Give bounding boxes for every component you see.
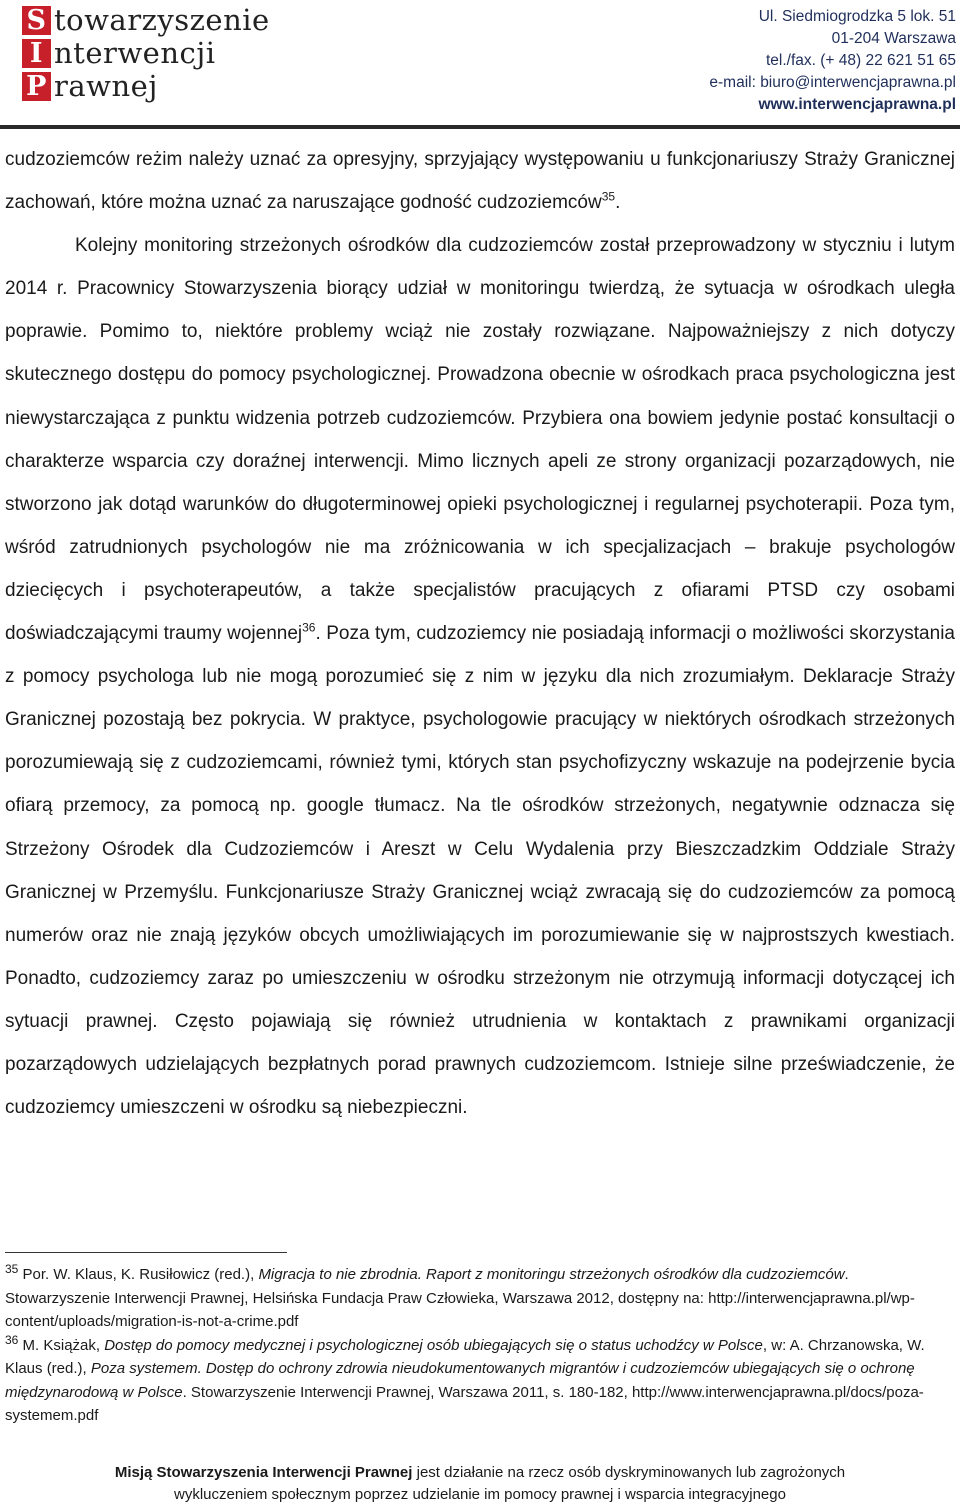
logo-initial: S [22, 6, 51, 35]
footer-line-1 [0, 1462, 960, 1484]
logo-line-2 [22, 37, 270, 70]
contact-postal: 01-204 Warszawa [831, 30, 956, 47]
logo-initial: P [22, 72, 51, 101]
footnote-35 [5, 1263, 955, 1334]
footnote-number: 36 [5, 1332, 19, 1347]
logo-line-1 [22, 4, 270, 37]
page-footer [0, 1462, 960, 1506]
footnote-text: . Stowarzyszenie Interwencji Prawnej, Helsińska Fundacja Praw Człowieka, Warszawa 2012, dostępny na: http://interwencjaprawna.pl/wp-content/uploads/migration-is-not-a-crime.pdf [5, 1266, 915, 1330]
paragraph-text: cudzoziemców reżim należy uznać za opresyjny, sprzyjający występowaniu u funkcjonariuszy Straży Granicznej zachowań, które można uznać za naruszające godność cudzoziemców [5, 149, 955, 214]
logo-word: towarzyszenie [54, 3, 270, 37]
footnote-36 [5, 1334, 955, 1428]
header-divider [0, 125, 960, 129]
footnote-text: M. Książak, [18, 1336, 105, 1354]
footnote-divider [5, 1252, 287, 1253]
footnote-text: , w: A. Chrzanowska, W. Klaus (red.), [5, 1336, 925, 1377]
contact-block [709, 6, 956, 116]
footnote-ref-36: 36 [302, 620, 316, 635]
footer-line-2: wykluczeniem społecznym poprzez udzielanie im pomocy prawnej i wsparcia integracyjnego [174, 1486, 786, 1503]
footnote-text: Por. W. Klaus, K. Rusiłowicz (red.), [18, 1266, 259, 1283]
footnote-text: . Stowarzyszenie Interwencji Prawnej, Warszawa 2011, s. 180-182, http://www.interwencjaprawna.pl/docs/poza-systemem.pdf [5, 1383, 924, 1424]
contact-email: e-mail: biuro@interwencjaprawna.pl [709, 74, 956, 91]
logo-line-3 [22, 70, 270, 103]
letterhead [0, 0, 960, 118]
body-text [5, 138, 955, 1129]
contact-address: Ul. Siedmiogrodzka 5 lok. 51 [758, 8, 956, 25]
logo-word: rawnej [54, 69, 158, 103]
footnotes [5, 1263, 955, 1428]
paragraph-1 [5, 138, 955, 224]
paragraph-text: Kolejny monitoring strzeżonych ośrodków dla cudzoziemców został przeprowadzony w styczniu i lutym 2014 r. Pracownicy Stowarzyszenia biorący udział w monitoringu twierdzą, że sytuacja w ośrodkach uległa poprawie. Pomimo to, niektóre problemy wciąż nie zostały rozwiązane. Najpoważniejszy z nich dotyczy skutecznego dostępu do pomocy psychologicznej. Prowadzona obecnie w ośrodkach praca psychologiczna jest niewystarczająca z punktu widzenia potrzeb cudzoziemców. Przybiera ona bowiem jedynie postać konsultacji o charakterze wsparcia czy doraźnej interwencji. Mimo licznych apeli ze strony organizacji pozarządowych, nie stworzono jak dotąd warunków do długoterminowej opieki psychologicznej i regularnej psychoterapii. Poza tym, wśród zatrudnionych psychologów nie ma zróżnicowania w ich specjalizacjach – brakuje psychologów dziecięcych i psychoterapeutów, a także specjalistów pracujących z ofiarami PTSD czy osobami doświadczającymi traumy wojennej [5, 235, 955, 645]
organization-logo [22, 4, 270, 103]
logo-initial: I [22, 39, 51, 68]
logo-word: nterwencji [54, 36, 216, 70]
contact-phone: tel./fax. (+ 48) 22 621 51 65 [765, 52, 956, 69]
footnote-number: 35 [5, 1262, 19, 1276]
paragraph-text: . Poza tym, cudzoziemcy nie posiadają informacji o możliwości skorzystania z pomocy psychologa lub nie mogą porozumieć się z nim w języku dla nich zrozumiałym. Deklaracje Straży Granicznej pozostają bez pokrycia. W praktyce, psychologowie pracujący w niektórych ośrodkach strzeżonych porozumiewają się z cudzoziemcami, również tymi, których stan psychofizyczny wskazuje na podejrzenie bycia ofiarą przemocy, za pomocą np. google tłumacz. Na tle ośrodków strzeżonych, negatywnie odznacza się Strzeżony Ośrodek dla Cudzoziemców i Areszt w Celu Wydalenia przy Bieszczadzkim Oddziale Straży Granicznej w Przemyślu. Funkcjonariusze Straży Granicznej wciąż zwracają się do cudzoziemców za pomocą numerów oraz nie znają języków obcych umożliwiających im porozumiewanie się w najprostszych kwestiach. Ponadto, cudzoziemcy zaraz po umieszczeniu w ośrodku strzeżonym nie otrzymują informacji dotyczącej ich sytuacji prawnej. Często pojawiają się również utrudnienia w kontaktach z prawnikami organizacji pozarządowych udzielających bezpłatnych porad prawnych cudzoziemcom. Istnieje silne przeświadczenie, że cudzoziemcy umieszczeni w ośrodku są niebezpieczni. [5, 623, 955, 1119]
footnote-title: Poza systemem. Dostęp do ochrony zdrowia nieudokumentowanych migrantów i cudzoziemców ubiegających się o ochronę międzynarodową w Polsce [5, 1360, 915, 1401]
paragraph-text: . [615, 192, 621, 214]
paragraph-2 [5, 224, 955, 1129]
contact-website: www.interwencjaprawna.pl [758, 96, 956, 113]
footnote-title: Migracja to nie zbrodnia. Raport z monitoringu strzeżonych ośrodków dla cudzoziemców [258, 1266, 845, 1283]
footnote-title: Dostęp do pomocy medycznej i psychologicznej osób ubiegających się o status uchodźcy w Polsce [104, 1336, 763, 1354]
footnote-ref-35: 35 [601, 189, 616, 204]
footer-text: jest działanie na rzecz osób dyskryminowanych lub zagrożonych [412, 1464, 846, 1481]
footer-mission-label: Misją Stowarzyszenia Interwencji Prawnej [114, 1464, 413, 1481]
